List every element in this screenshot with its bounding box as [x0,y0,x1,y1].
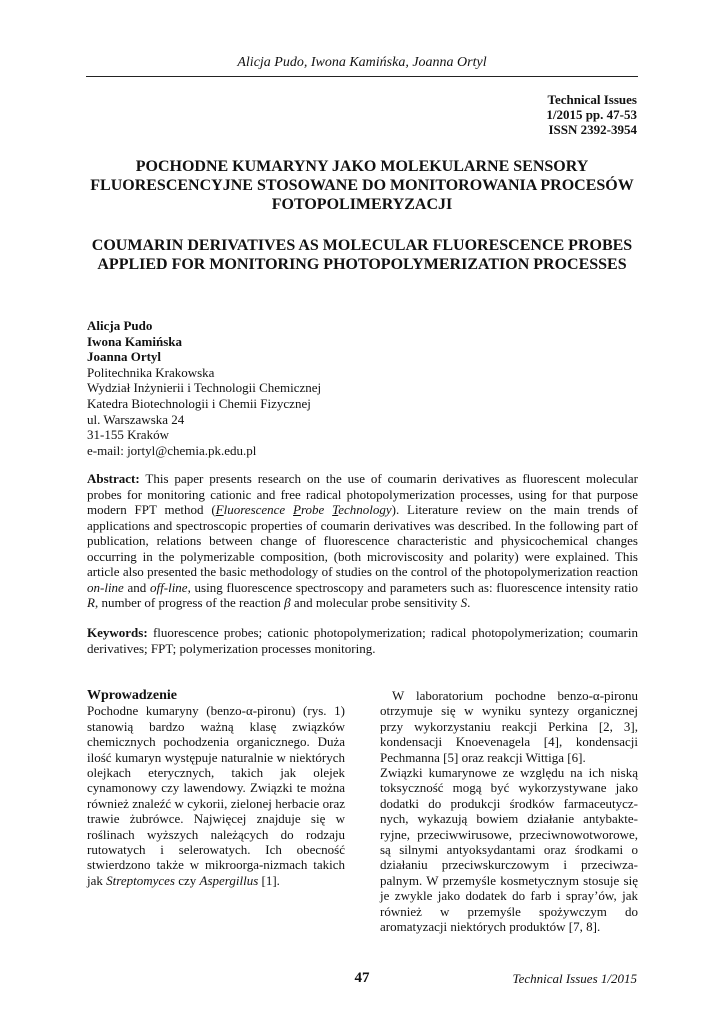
journal-name: Technical Issues [547,92,637,107]
abstract-text: . [467,595,471,610]
abstract-text: , using fluorescence spectroscopy and parameters such as: fluorescence intensity ratio [187,579,638,595]
journal-info [546,92,637,137]
affiliation-line: ul. Warszawska 24 [87,411,185,427]
affiliation-line: 31-155 Kraków [87,427,169,443]
journal-issue: 1/2015 pp. 47-53 [546,107,637,122]
fpt-expansion [216,502,392,517]
off-line-term: off-line [150,579,188,595]
fpt-word: luorescence [223,502,294,517]
abstract-text: and molecular probe sensitivity [290,595,461,610]
abstract [87,471,638,611]
journal-issn: ISSN 2392-3954 [548,122,637,137]
title-english: COUMARIN DERIVATIVES AS MOLECULAR FLUORESCENCE PROBES APPLIED FOR MONITORING PHOTOPOLYMERIZATION PROCESSES [91,237,633,273]
symbol-beta: β [284,595,291,610]
fpt-word: echnology [338,502,392,517]
author-email: e-mail: jortyl@chemia.pk.edu.pl [87,442,257,458]
affiliation-line: Politechnika Krakowska [87,364,215,380]
symbol-r: R [87,595,95,610]
fpt-letter-f: F [215,502,224,517]
keywords-text: fluorescence probes; cationic photopolymerization; radical photopolymerization; coumarin derivatives; FPT; polymerization processes monitoring. [87,625,638,656]
header-rule [86,76,638,77]
paragraph-text: czy [174,872,200,888]
abstract-text: , number of progress of the reaction [94,595,285,610]
abstract-text: ). Literature review on the main trends of applications and spectroscopic properties of coumarin derivatives was described. In the following part of publication, relations between change of fluorescence characteristic and physicochemical changes occurring in the polymerizable composition, (both microviscosity and polarity) were explained. This article also presented the basic methodology of studies on the control of the photopolymerization reaction [87,502,638,579]
synthesis-paragraph: W laboratorium pochodne benzo-α-pironu otrzymuje się w wyniku syntezy organicznej przy wykorzystaniu reakcji Perkina [2, 3], kondensacji Knoevenagela [4], kondensacji Pechmanna [5] oraz reakcji Wittiga [6]. [380,688,638,765]
fpt-word: robe [300,502,333,517]
applications-paragraph: Związki kumarynowe ze względu na ich niską toksyczność mogą być wykorzystywane jako dodatki do produkcji środków farmaceutycz-nych, wykazują bowiem działanie antybakte-ryjne, przeciwwirusowe, przeciwnowotworowe, są silnymi antyoksydantami oraz środkami o działaniu przeciwskurczowym i przeciwza-palnym. W przemyśle kosmetycznym stosuje się je zwykle jako dodatek do farb i spray’ów, jak również w przemyśle spożywczym do aromatyzacji niektórych produktów [7, 8]. [380,765,638,935]
abstract-label: Abstract: [87,471,140,486]
species-name: Aspergillus [199,872,259,888]
affiliation-line: Katedra Biotechnologii i Chemii Fizycznej [87,395,311,411]
author-block [87,318,321,458]
keywords [87,625,638,656]
species-name: Streptomyces [106,872,175,888]
title-polish: POCHODNE KUMARYNY JAKO MOLEKULARNE SENSORY FLUORESCENCYJNE STOSOWANE DO MONITOROWANIA PROCESÓW FOTOPOLIMERYZACJI [90,158,634,213]
page-number: 47 [354,970,370,986]
footer-journal: Technical Issues 1/2015 [512,971,637,986]
author-name: Joanna Ortyl [87,349,162,365]
fpt-letter-p: P [293,502,301,517]
paragraph-text: [1]. [258,872,280,888]
keywords-label: Keywords: [87,625,148,640]
running-head: Alicja Pudo, Iwona Kamińska, Joanna Ortyl [237,55,487,70]
author-name: Iwona Kamińska [87,333,182,349]
right-column [380,688,638,935]
abstract-text: and [123,579,151,595]
abstract-text: This paper presents research on the use of coumarin derivatives as fluorescent molecular probes for monitoring cationic and free radical photopolymerization processes, using for that purpose modern FPT method ( [87,471,638,517]
intro-paragraph [87,703,345,888]
affiliation-line: Wydział Inżynierii i Technologii Chemicznej [87,380,322,396]
paragraph-text: Pochodne kumaryny (benzo-α-pironu) (rys. 1) stanowią bardzo ważną klasę związków chemicznych pochodzenia organicznego. Duża ilość kumaryn występuje naturalnie w niektórych olejkach eterycznych, takich jak olejek cynamonowy czy lawendowy. Związki te można również znaleźć w cykorii, zielonej herbacie oraz trawie żubrówce. Najwięcej znajduje się w roślinach wyższych należących do rodzaju rutowatych i selerowatych. Ich obecność stwierdzono także w mikroorga-nizmach takich jak [87,703,345,888]
fpt-letter-t: T [332,502,339,517]
left-column [87,688,345,888]
symbol-s: S [460,595,468,610]
author-name: Alicja Pudo [87,318,153,333]
section-heading: Wprowadzenie [87,688,177,703]
on-line-term: on-line [87,579,124,595]
